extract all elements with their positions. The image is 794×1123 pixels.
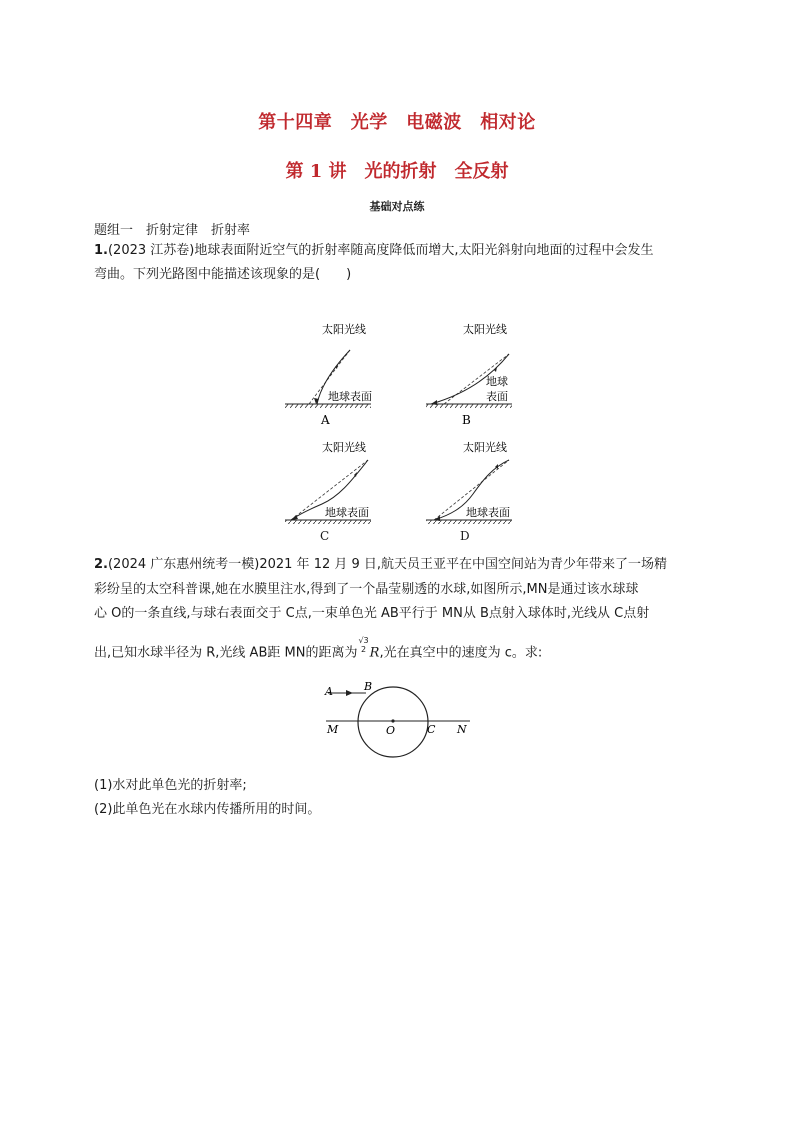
panel-c-sun-label: 太阳光线 — [322, 441, 366, 454]
panel-b-option: B — [462, 413, 471, 427]
panel-c-option: C — [320, 529, 330, 543]
q2-line-3: 心 O的一条直线,与球右表面交于 C点,一束单色光 AB平行于 MN从 B点射入球体时,光线从 C点射 — [94, 606, 650, 621]
q2-number: 2. — [94, 557, 108, 572]
q2-line-2: 彩纷呈的太空科普课,她在水膜里注水,得到了一个晶莹剔透的水球,如图所示,MN是通过该水球球 — [94, 582, 639, 597]
panel-a-ground-hatch — [285, 404, 371, 408]
q2-line-1 — [94, 556, 667, 574]
panel-d — [426, 440, 512, 524]
lesson-title: 第 1 讲 光的折射 全反射 — [285, 161, 509, 182]
panel-c — [285, 440, 371, 524]
label-b: B — [364, 680, 373, 693]
ray-ab-arrowhead — [346, 690, 353, 696]
q2-frac-tail: R — [369, 645, 380, 661]
label-n: N — [457, 723, 467, 736]
q1-text-1: (2023 江苏卷)地球表面附近空气的折射率随高度降低而增大,太阳光斜射向地面的过程中会发生 — [107, 243, 654, 258]
q2-text-4b: ,光在真空中的速度为 c。求: — [379, 645, 543, 661]
q1-figure — [280, 318, 520, 528]
panel-b — [426, 322, 512, 427]
label-m: M — [327, 723, 339, 736]
panel-b-ground-label-2: 表面 — [486, 390, 508, 403]
section-label: 基础对点练 — [369, 200, 425, 213]
panel-a-option: A — [321, 413, 330, 427]
q1-line-2: 弯曲。下列光路图中能描述该现象的是( ) — [94, 267, 352, 282]
q2-frac-numerator: √3 — [358, 636, 369, 645]
panel-d-ground-label: 地球表面 — [466, 506, 510, 519]
q2-fraction — [358, 636, 368, 654]
q2-frac-denominator: 2 — [361, 645, 367, 654]
group-label: 题组一 折射定律 折射率 — [94, 223, 251, 238]
panel-a-sun-label: 太阳光线 — [322, 323, 366, 336]
panel-d-sun-label: 太阳光线 — [463, 441, 507, 454]
panel-b-ground-label-1: 地球 — [486, 375, 508, 388]
label-a: A — [325, 685, 333, 698]
q2-figure — [318, 678, 478, 762]
panel-a-ground-label: 地球表面 — [328, 390, 372, 403]
panel-a-arrowhead — [314, 398, 319, 404]
panel-b-ground-hatch — [426, 404, 512, 408]
panel-a — [285, 322, 372, 427]
panel-c-ground-hatch — [285, 520, 371, 524]
panel-c-ground-label: 地球表面 — [325, 506, 369, 519]
q1-number: 1. — [94, 243, 108, 258]
label-c: C — [427, 723, 436, 736]
q2-sub-1: (1)水对此单色光的折射率; — [94, 778, 247, 793]
q2-sub-2: (2)此单色光在水球内传播所用的时间。 — [94, 802, 321, 817]
q2-line-4 — [94, 636, 543, 663]
q2-text-1: (2024 广东惠州统考一模)2021 年 12 月 9 日,航天员王亚平在中国空间站为青少年带来了一场精 — [107, 557, 668, 572]
q1-line-1 — [94, 242, 653, 260]
label-o: O — [386, 724, 396, 737]
q2-text-4a: 出,已知水球半径为 R,光线 AB距 MN的距离为 — [94, 645, 358, 661]
panel-b-sun-label: 太阳光线 — [463, 323, 507, 336]
center-point-o — [391, 719, 394, 722]
chapter-title: 第十四章 光学 电磁波 相对论 — [258, 112, 536, 133]
panel-d-option: D — [460, 529, 470, 543]
